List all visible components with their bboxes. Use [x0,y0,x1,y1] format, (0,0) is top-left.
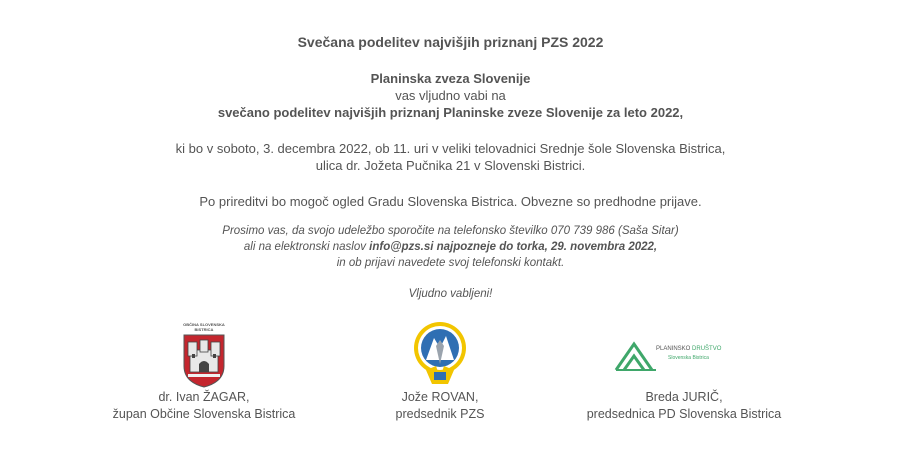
after-event-note: Po prireditvi bo mogoč ogled Gradu Slovenska Bistrica. Obvezne so predhodne prijave. [199,194,702,209]
event-address: ulica dr. Jožeta Pučnika 21 v Slovenski Bistrici. [315,158,586,173]
mountain-icon [614,340,658,372]
pd-logo-subtext: Slovenska Bistrica [668,355,709,361]
signatory-role: predsednik PZS [395,407,485,421]
shield-icon [178,332,230,388]
signatory-pzs-president [340,389,540,423]
pzs-emblem-logo [412,320,468,386]
signatory-name: dr. Ivan ŽAGAR, [158,390,250,404]
signatory-name: Jože ROVAN, [401,390,479,404]
rsvp-line-2 [0,241,901,253]
organization-name: Planinska zveza Slovenije [370,71,531,86]
invite-line: vas vljudno vabi na [395,88,506,103]
pd-logo [614,340,739,372]
pzs-emblem-icon [412,320,468,386]
pd-logo-text [656,346,721,352]
signatory-pd-president [574,389,794,423]
page-title: Svečana podelitev najvišjih priznanj PZS 2022 [297,34,604,50]
signatory-mayor [104,389,304,423]
rsvp-line-2-text: ali na elektronski naslov [243,241,370,253]
rsvp-email-deadline: info@pzs.si najpozneje do torka, 29. novembra 2022, [369,241,658,253]
event-name: svečano podelitev najvišjih priznanj Planinske zveze Slovenije za leto 2022, [217,105,684,120]
obcina-crest-logo [178,322,230,384]
signatory-name: Breda JURIČ, [645,390,723,404]
rsvp-line-1: Prosimo vas, da svojo udeležbo sporočite na telefonsko številko 070 739 986 (Saša Sitar) [222,225,679,237]
signatory-role: župan Občine Slovenska Bistrica [112,407,296,421]
crest-caption: OBČINA SLOVENSKA BISTRICA [183,322,225,332]
signatory-role: predsednica PD Slovenska Bistrica [586,407,782,421]
closing-line: Vljudno vabljeni! [408,288,493,300]
pd-logo-word-1: PLANINSKO [656,346,691,352]
pd-logo-word-2: DRUŠTVO [692,346,722,352]
rsvp-line-3: in ob prijavi navedete svoj telefonski kontakt. [336,257,565,269]
event-date-line: ki bo v soboto, 3. decembra 2022, ob 11. uri v veliki telovadnici Srednje šole Slovenska Bistrica, [175,141,726,156]
